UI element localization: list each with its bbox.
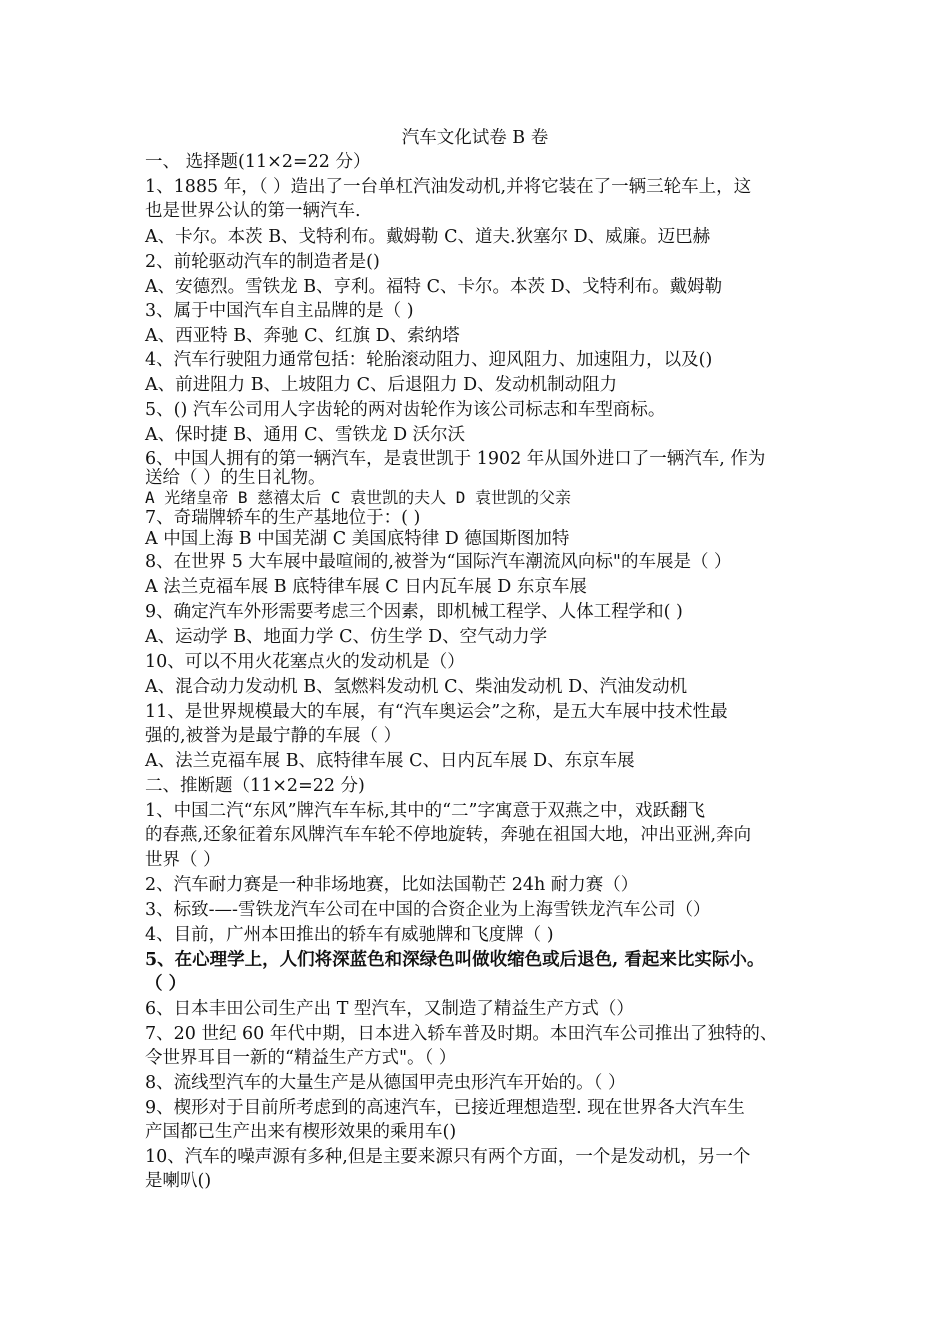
judgment-9-line-1: 9、楔形对于目前所考虑到的高速汽车，已接近理想造型. 现在世界各大汽车生: [145, 1098, 745, 1118]
question-6-line-2: 送给（ ）的生日礼物。: [145, 468, 326, 488]
question-11-line-1: 11、是世界规模最大的车展，有“汽车奥运会”之称，是五大车展中技术性最: [145, 702, 728, 722]
question-1-options: A、卡尔。本茨 B、戈特利布。戴姆勒 C、道夫.狄塞尔 D、威廉。迈巴赫: [145, 227, 711, 247]
judgment-1-line-1: 1、中国二汽“东风”牌汽车车标,其中的“二”字寓意于双燕之中，戏跃翻飞: [145, 801, 705, 821]
judgment-7-line-1: 7、20 世纪 60 年代中期，日本进入轿车普及时期。本田汽车公司推出了独特的、: [145, 1024, 778, 1044]
question-7: 7、奇瑞牌轿车的生产基地位于：( ): [145, 508, 421, 528]
exam-title: 汽车文化试卷 B 卷: [401, 128, 549, 148]
question-10: 10、可以不用火花塞点火的发动机是（）: [145, 652, 465, 672]
judgment-1-line-2: 的春燕,还象征着东风牌汽车车轮不停地旋转，奔驰在祖国大地，冲出亚洲,奔向: [145, 825, 752, 845]
question-11-line-2: 强的,被誉为是最宁静的车展（ ）: [145, 726, 402, 746]
question-11-options: A、法兰克福车展 B、底特律车展 C、日内瓦车展 D、东京车展: [145, 751, 635, 771]
question-4-options: A、前进阻力 B、上坡阻力 C、后退阻力 D、发动机制动阻力: [145, 375, 618, 395]
question-5: 5、() 汽车公司用人字齿轮的两对齿轮作为该公司标志和车型商标。: [145, 400, 666, 420]
judgment-1-line-3: 世界（ ）: [145, 850, 221, 870]
judgment-9-line-2: 产国都已生产出来有楔形效果的乘用车(): [145, 1122, 457, 1142]
section-2-heading: 二、推断题（11×2=22 分): [145, 776, 365, 796]
judgment-5-line-2: （ ）: [145, 974, 187, 994]
question-3: 3、属于中国汽车自主品牌的是（ ): [145, 301, 414, 321]
question-1-line-1: 1、1885 年，（ ）造出了一台单杠汽油发动机,并将它装在了一辆三轮车上，这: [145, 177, 752, 197]
judgment-8: 8、流线型汽车的大量生产是从德国甲壳虫形汽车开始的。（ ）: [145, 1073, 626, 1093]
judgment-3: 3、标致-—-雪铁龙汽车公司在中国的合资企业为上海雪铁龙汽车公司（）: [145, 900, 711, 920]
section-1-heading: 一、 选择题(11×2=22 分）: [145, 152, 371, 172]
judgment-7-line-2: 令世界耳目一新的“精益生产方式"。（ ）: [145, 1048, 457, 1068]
question-7-options: A 中国上海 B 中国芜湖 C 美国底特律 D 德国斯图加特: [145, 529, 570, 549]
question-9-options: A、运动学 B、地面力学 C、仿生学 D、空气动力学: [145, 627, 548, 647]
question-4: 4、汽车行驶阻力通常包括：轮胎滚动阻力、迎风阻力、加速阻力，以及(): [145, 350, 713, 370]
judgment-2: 2、汽车耐力赛是一种非场地赛，比如法国勒芒 24h 耐力赛（）: [145, 875, 639, 895]
judgment-10-line-1: 10、汽车的噪声源有多种,但是主要来源只有两个方面，一个是发动机，另一个: [145, 1147, 751, 1167]
question-3-options: A、西亚特 B、奔驰 C、红旗 D、索纳塔: [145, 326, 460, 346]
question-2-options: A、安德烈。雪铁龙 B、亨利。福特 C、卡尔。本茨 D、戈特利布。戴姆勒: [145, 277, 723, 297]
judgment-6: 6、日本丰田公司生产出 T 型汽车，又制造了精益生产方式（）: [145, 999, 634, 1019]
question-1-line-2: 也是世界公认的第一辆汽车.: [145, 201, 361, 221]
question-2: 2、前轮驱动汽车的制造者是(): [145, 252, 380, 272]
judgment-4: 4、目前，广州本田推出的轿车有威驰牌和飞度牌（ ): [145, 925, 554, 945]
question-5-options: A、保时捷 B、通用 C、雪铁龙 D 沃尔沃: [145, 425, 466, 445]
question-10-options: A、混合动力发动机 B、氢燃料发动机 C、柴油发动机 D、汽油发动机: [145, 677, 688, 697]
question-9: 9、确定汽车外形需要考虑三个因素，即机械工程学、人体工程学和( ): [145, 602, 683, 622]
question-6-line-1: 6、中国人拥有的第一辆汽车，是袁世凯于 1902 年从国外进口了一辆汽车, 作为: [145, 449, 766, 469]
question-8: 8、在世界 5 大车展中最喧闹的,被誉为“国际汽车潮流风向标"的车展是（ ）: [145, 552, 732, 572]
judgment-5-line-1: 5、在心理学上，人们将深蓝色和深绿色叫做收缩色或后退色, 看起来比实际小。: [145, 950, 765, 970]
question-8-options: A 法兰克福车展 B 底特律车展 C 日内瓦车展 D 东京车展: [145, 577, 587, 597]
question-6-options: A 光绪皇帝 B 慈禧太后 C 袁世凯的夫人 D 袁世凯的父亲: [145, 488, 571, 507]
judgment-10-line-2: 是喇叭(): [145, 1171, 212, 1191]
